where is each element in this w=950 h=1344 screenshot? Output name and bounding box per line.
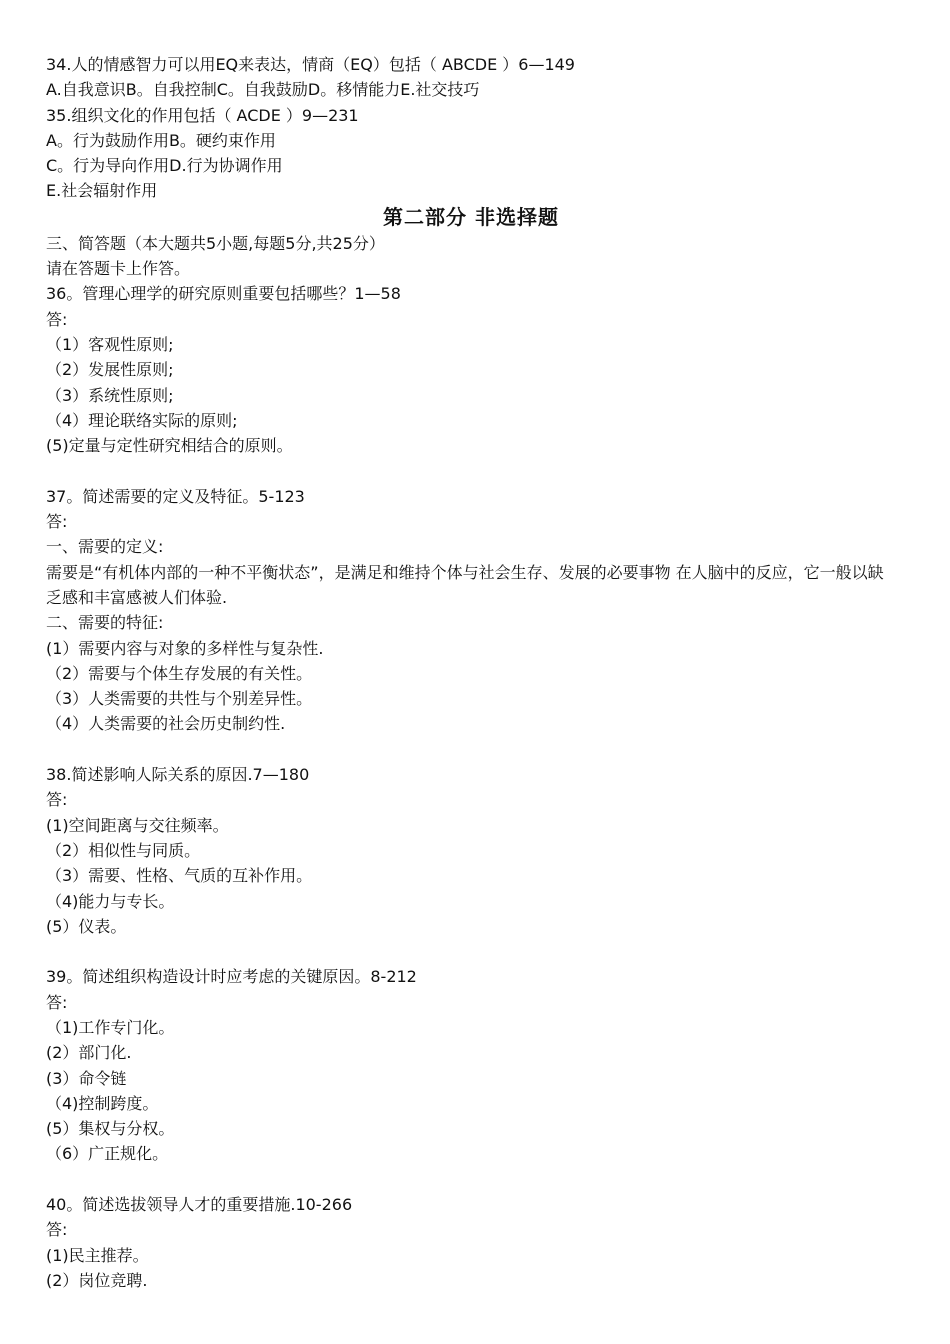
answer-item: （1)工作专门化。 [46, 1017, 175, 1037]
answer-item: （4）理论联络实际的原则; [46, 410, 238, 430]
answer-item: (2）岗位竞聘. [46, 1270, 148, 1290]
answer-item: (3）命令链 [46, 1068, 127, 1088]
answer-item: （4）人类需要的社会历史制约性. [46, 714, 286, 734]
spacer [46, 458, 896, 483]
answer-item: （3）需要、性格、气质的互补作用。 [46, 866, 313, 886]
answer-item: （3）人类需要的共性与个别差异性。 [46, 689, 313, 709]
spacer [46, 939, 896, 964]
spacer [46, 737, 896, 762]
spacer [46, 1167, 896, 1192]
question-36: 36。管理心理学的研究原则重要包括哪些？1—58 [46, 284, 401, 304]
answer-label: 答: [46, 512, 68, 532]
answer-item: (1)空间距离与交往频率。 [46, 815, 229, 835]
document-page [46, 52, 896, 1293]
definition-title: 一、需要的定义: [46, 537, 164, 557]
question-34-options: A.自我意识B。自我控制C。自我鼓励D。移情能力E.社交技巧 [46, 80, 480, 100]
features-title: 二、需要的特征: [46, 613, 164, 633]
answer-label: 答: [46, 309, 68, 329]
answer-item: （2）需要与个体生存发展的有关性。 [46, 663, 313, 683]
question-34: 34.人的情感智力可以用EQ来表达，情商（EQ）包括（ ABCDE ）6—149 [46, 55, 575, 74]
answer-item: （2）发展性原则; [46, 360, 174, 380]
answer-item: （1）客观性原则; [46, 334, 174, 354]
question-35: 35.组织文化的作用包括（ ACDE ）9—231 [46, 105, 359, 125]
answer-item: （2）相似性与同质。 [46, 840, 201, 860]
section-title: 三、简答题（本大题共5小题,每题5分,共25分） [46, 233, 385, 253]
answer-item: (5)定量与定性研究相结合的原则。 [46, 436, 293, 456]
answer-label: 答: [46, 790, 68, 810]
question-35-option-line: E.社会辐射作用 [46, 181, 158, 201]
part-two-heading: 第二部分 非选择题 [383, 204, 559, 229]
answer-instruction: 请在答题卡上作答。 [46, 259, 191, 279]
answer-item: (5）仪表。 [46, 916, 127, 936]
question-37: 37。简述需要的定义及特征。5-123 [46, 486, 305, 506]
answer-item: (1）需要内容与对象的多样性与复杂性. [46, 638, 324, 658]
answer-item: (5）集权与分权。 [46, 1119, 175, 1139]
definition-text: 需要是“有机体内部的一种不平衡状态”，是满足和维持个体与社会生存、发展的必要事物 在人脑中的反应，它一般以缺乏感和丰富感被人们体验. [46, 562, 884, 607]
question-40: 40。简述选拔领导人才的重要措施.10-266 [46, 1195, 353, 1215]
answer-label: 答: [46, 992, 68, 1012]
answer-item: (2）部门化. [46, 1043, 132, 1063]
answer-item: （3）系统性原则; [46, 385, 174, 405]
answer-item: （4)能力与专长。 [46, 891, 175, 911]
answer-label: 答: [46, 1220, 68, 1240]
answer-item: (1)民主推荐。 [46, 1245, 149, 1265]
answer-item: （6）广正规化。 [46, 1144, 169, 1164]
question-35-option-line: C。行为导向作用D.行为协调作用 [46, 156, 283, 176]
question-39: 39。简述组织构造设计时应考虑的关键原因。8-212 [46, 967, 417, 987]
answer-item: （4)控制跨度。 [46, 1093, 159, 1113]
question-38: 38.简述影响人际关系的原因.7—180 [46, 765, 310, 785]
question-35-option-line: A。行为鼓励作用B。硬约束作用 [46, 130, 276, 150]
